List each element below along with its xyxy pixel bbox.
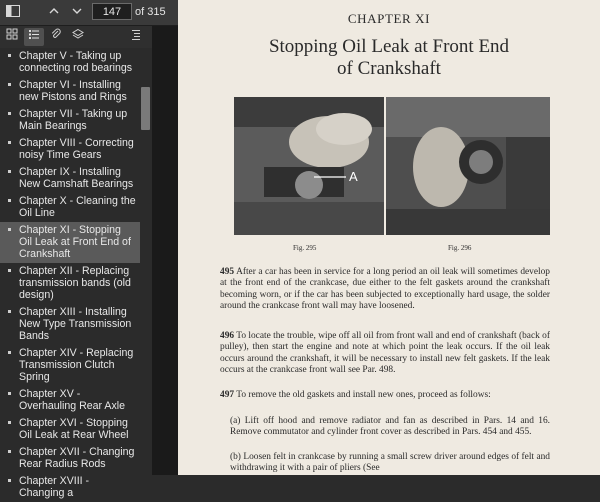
figure-296-photo [386, 97, 550, 235]
toc-item-selected[interactable]: Chapter XI - Stopping Oil Leak at Front End of Crankshaft [0, 222, 140, 263]
layers-icon[interactable] [68, 28, 88, 46]
bullet-icon [8, 83, 11, 86]
paragraph-496: 496 To locate the trouble, wipe off all oil from front wall and end of crankshaft (back of pulley), then start the engine and note at which point the leak occurs. If the oil leak occurs around the crankshaft, it will be necessary to install new felt gaskets. If the leak occurs at the crankcase front wall see Par. 498. [220, 331, 550, 376]
toc-item[interactable]: Chapter XII - Replacing transmission bands (old design) [0, 263, 140, 304]
toc-item[interactable]: Chapter VII - Taking up Main Bearings [0, 106, 140, 135]
document-page [178, 0, 600, 475]
toc-item[interactable]: Chapter XV - Overhauling Rear Axle [0, 386, 140, 415]
toc-item[interactable]: Chapter XVII - Changing Rear Radius Rods [0, 444, 140, 473]
outline-view-icon[interactable] [24, 28, 44, 46]
chapter-heading: CHAPTER XI [347, 11, 431, 26]
next-page-button[interactable] [66, 3, 88, 22]
bullet-icon [8, 141, 11, 144]
figure-295-photo [234, 97, 384, 235]
toc-item[interactable]: Chapter XIV - Replacing Transmission Clutch Spring [0, 345, 140, 386]
bullet-icon [8, 450, 11, 453]
sidebar-toggle-icon[interactable] [2, 3, 24, 22]
figure-296-caption: Fig. 296 [448, 244, 472, 252]
bullet-icon [8, 112, 11, 115]
outline-options-icon[interactable] [126, 28, 146, 46]
toc-item[interactable]: Chapter VIII - Correcting noisy Time Gears [0, 135, 140, 164]
list-item-b: (b) Loosen felt in crankcase by running a small screw driver around edges of felt and withdrawing it with a pair of pliers (See [230, 452, 550, 474]
page-title: Stopping Oil Leak at Front End of Crankshaft [268, 36, 510, 79]
bullet-icon [8, 310, 11, 313]
callout-label: A [349, 169, 358, 184]
previous-page-button[interactable] [43, 3, 65, 22]
toc-item[interactable]: Chapter IX - Installing New Camshaft Bearings [0, 164, 140, 193]
toc-item[interactable]: Chapter X - Cleaning the Oil Line [0, 193, 140, 222]
toc-item[interactable]: Chapter XIII - Installing New Type Transmission Bands [0, 304, 140, 345]
thumbnails-view-icon[interactable] [2, 28, 22, 46]
sidebar-toolbar [0, 26, 152, 49]
top-toolbar [0, 0, 178, 26]
bullet-icon [8, 479, 11, 482]
toc-item[interactable]: Chapter XVI - Stopping Oil Leak at Rear Wheel [0, 415, 140, 444]
toc-item[interactable]: Chapter VI - Installing new Pistons and Rings [0, 77, 140, 106]
toc-scrollbar-thumb[interactable] [141, 87, 150, 130]
page-number-input[interactable] [92, 3, 132, 20]
bullet-icon [8, 170, 11, 173]
bullet-icon [8, 199, 11, 202]
paragraph-497: 497 To remove the old gaskets and install new ones, proceed as follows: [220, 390, 491, 400]
table-of-contents [0, 48, 140, 499]
toc-item[interactable]: Chapter XVIII - Changing a [0, 473, 140, 502]
toc-item[interactable]: Chapter V - Taking up connecting rod bearings [0, 48, 140, 77]
figure-295-caption: Fig. 295 [293, 244, 317, 252]
attachments-icon[interactable] [46, 28, 66, 46]
bullet-icon [8, 54, 11, 57]
page-total-label: of 315 [135, 6, 166, 18]
bullet-icon [8, 269, 11, 272]
list-item-a: (a) Lift off hood and remove radiator and fan as described in Pars. 14 and 16. Remove commutator and cylinder front cover as described in Pars. 454 and 455. [230, 416, 550, 438]
paragraph-495: 495 After a car has been in service for a long period an oil leak will sometimes develop at the front end of the crankcase, due either to the felt gaskets around the crankshaft becoming worn, or if the car has been subjected to exceptionally hard usage, the solder around the crankcase front wall may have loosened. [220, 267, 550, 312]
panel-divider[interactable] [152, 26, 178, 475]
bullet-icon [8, 421, 11, 424]
bullet-icon [8, 228, 11, 231]
bullet-icon [8, 392, 11, 395]
bullet-icon [8, 351, 11, 354]
